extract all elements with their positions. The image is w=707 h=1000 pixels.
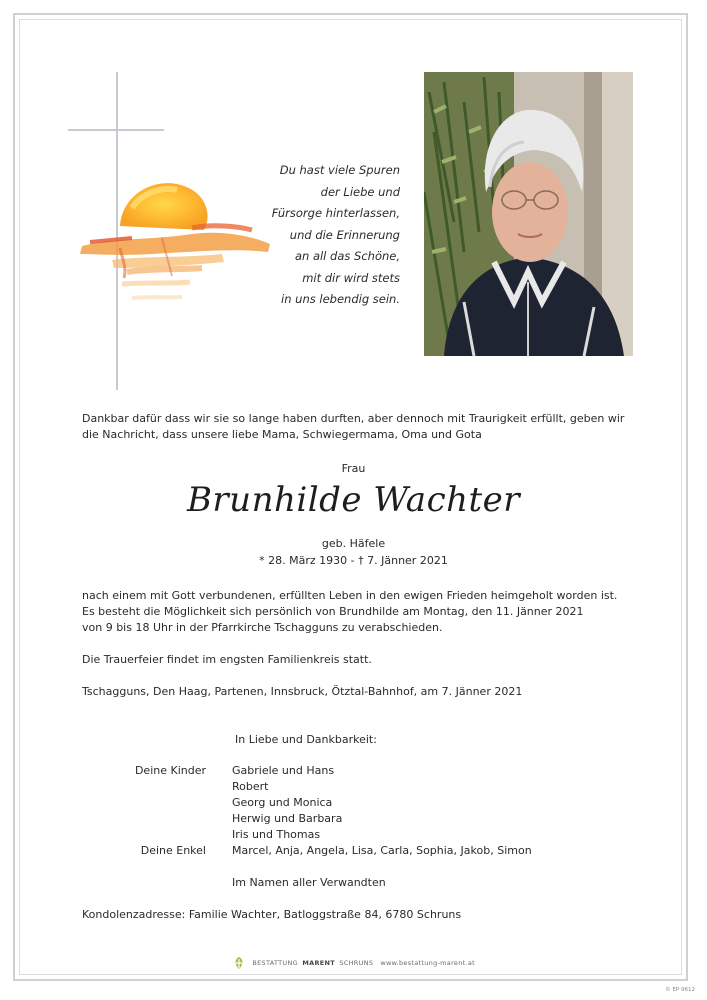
maiden-name: geb. Häfele (321, 537, 386, 550)
children-label: Deine Kinder (134, 764, 206, 777)
footer-url[interactable]: www.bestattung-marent.at (380, 959, 475, 967)
child-entry: Georg und Monica (232, 796, 333, 809)
condolence-address: Kondolenzadresse: Familie Wachter, Batloggstraße 84, 6780 Schruns (82, 908, 462, 921)
deceased-name: Brunhilde Wachter (186, 480, 521, 520)
children-list (232, 763, 342, 843)
poem-line: Du hast viele Spuren (279, 163, 400, 177)
intro-line: Dankbar dafür dass wir sie so lange haben durften, aber dennoch mit Traurigkeit erfüllt, geben wir (82, 412, 625, 425)
grandchildren-list: Marcel, Anja, Angela, Lisa, Carla, Sophia, Jakob, Simon (232, 844, 532, 857)
footer-brand: MARENT (302, 959, 335, 967)
poem-line: an all das Schöne, (294, 249, 400, 263)
child-entry: Gabriele und Hans (232, 764, 335, 777)
place-date-text: Tschagguns, Den Haag, Partenen, Innsbruck, Ötztal-Bahnhof, am 7. Jänner 2021 (82, 685, 523, 698)
poem-line: und die Erinnerung (289, 227, 400, 242)
intro-text (82, 411, 642, 443)
child-entry: Robert (232, 780, 269, 793)
poem-line: mit dir wird stets (302, 270, 400, 285)
life-dates: * 28. März 1930 - † 7. Jänner 2021 (259, 554, 448, 567)
marent-leaf-icon (232, 956, 246, 970)
cross-bar (68, 129, 164, 131)
salutation: Frau (341, 462, 366, 475)
ceremony-text: Die Trauerfeier findet im engsten Familienkreis statt. (82, 653, 372, 666)
poem (230, 160, 400, 311)
footer-prefix: BESTATTUNG (252, 959, 298, 967)
poem-line: Fürsorge hinterlassen, (271, 206, 400, 220)
portrait-photo (424, 72, 633, 356)
poem-line: in uns lebendig sein. (281, 292, 400, 306)
poem-line: der Liebe und (320, 184, 400, 199)
family-heading: In Liebe und Dankbarkeit: (235, 733, 377, 746)
child-entry: Iris und Thomas (232, 828, 321, 841)
announcement-line: Es besteht die Möglichkeit sich persönlich von Brundhilde am Montag, den 11. Jänner 2021 (82, 605, 584, 618)
footer (0, 956, 707, 970)
announcement-text (82, 588, 642, 636)
announcement-line: nach einem mit Gott verbundenen, erfüllten Leben in den ewigen Frieden heimgeholt worden ist. (82, 589, 618, 602)
child-entry: Herwig und Barbara (232, 812, 343, 825)
intro-line: die Nachricht, dass unsere liebe Mama, Schwiegermama, Oma und Gota (82, 428, 482, 441)
relatives-line: Im Namen aller Verwandten (232, 876, 386, 889)
footer-town: SCHRUNS (339, 959, 374, 967)
document-code: © EP 9612 (665, 987, 695, 993)
announcement-line: von 9 bis 18 Uhr in der Pfarrkirche Tschagguns zu verabschieden. (82, 621, 443, 634)
grandchildren-label: Deine Enkel (140, 844, 206, 857)
